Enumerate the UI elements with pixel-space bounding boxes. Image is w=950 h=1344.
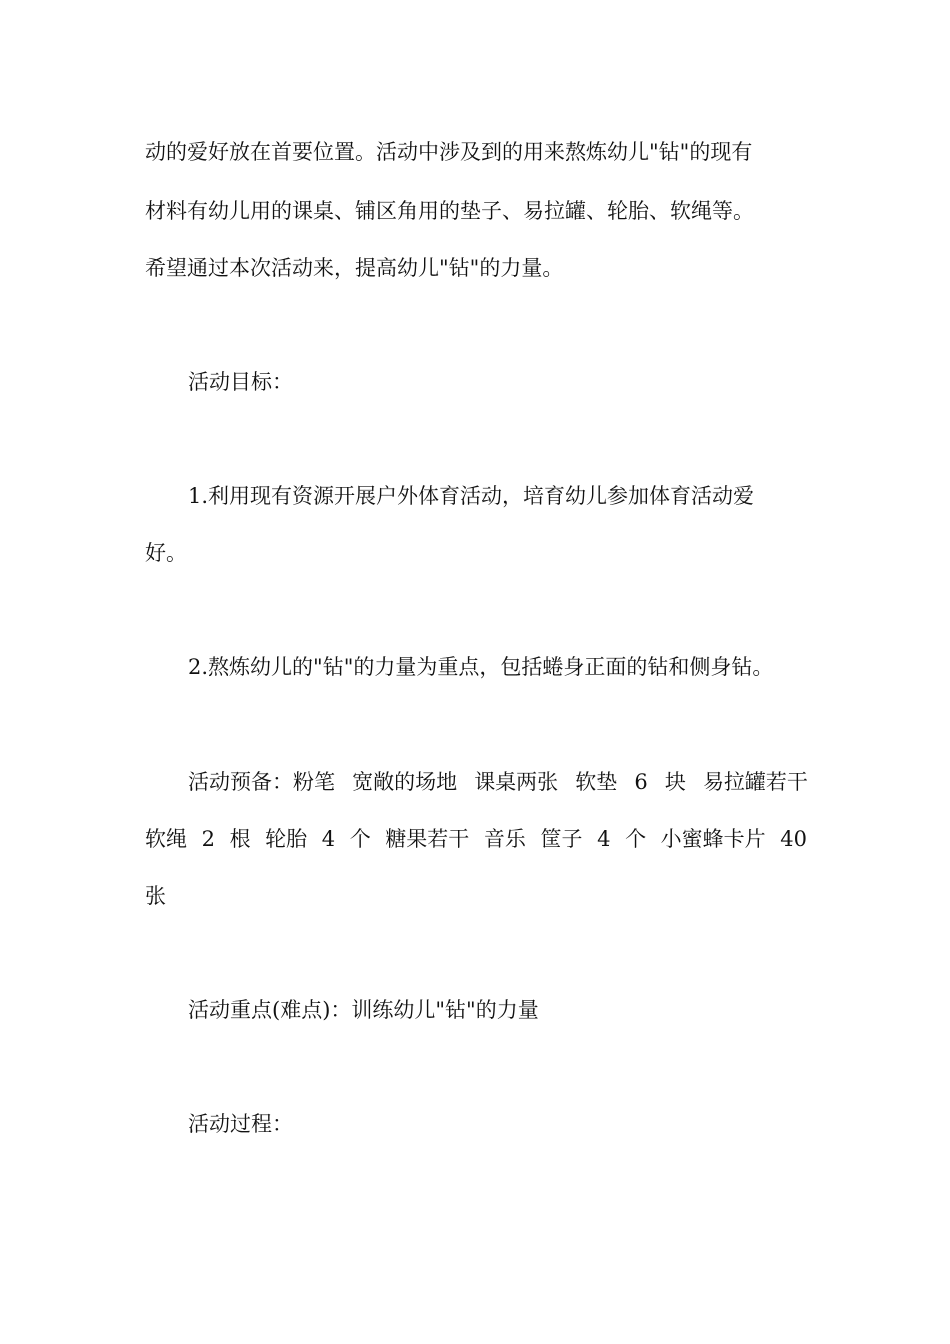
intro-line-1: 动的爱好放在首要位置。活动中涉及到的用来熬炼幼儿"钻"的现有 [145, 140, 753, 164]
prep-item: 4 [321, 827, 336, 851]
goal-1-line-1: 1.利用现有资源开展户外体育活动，培育幼儿参加体育活动爱 [188, 484, 755, 508]
goal-2: 2.熬炼幼儿的"钻"的力量为重点，包括蜷身正面的钻和侧身钻。 [188, 655, 774, 679]
prep-item: 宽敞的场地 [352, 770, 458, 794]
prep-item: 糖果若干 [385, 827, 470, 851]
prep-item: 6 [634, 770, 648, 794]
prep-item: 个 [349, 827, 371, 851]
prep-item: 易拉罐若干 [702, 770, 808, 794]
prep-item: 块 [664, 770, 686, 794]
prep-item: 音乐 [483, 827, 526, 851]
goals-heading: 活动目标： [188, 370, 293, 394]
prep-line-1 [188, 767, 808, 797]
prep-item: 轮胎 [265, 827, 308, 851]
prep-item: 4 [597, 827, 611, 851]
intro-line-2: 材料有幼儿用的课桌、铺区角用的垫子、易拉罐、轮胎、软绳等。 [145, 199, 754, 223]
prep-line-2 [145, 824, 807, 854]
prep-item: 课桌两张 [474, 770, 559, 794]
prep-item: 活动预备：粉笔 [188, 770, 335, 794]
prep-item: 个 [625, 827, 647, 851]
prep-item: 软垫 [575, 770, 618, 794]
prep-item: 根 [229, 827, 251, 851]
process-heading: 活动过程： [188, 1112, 293, 1136]
prep-item: 筐子 [540, 827, 583, 851]
prep-line-3: 张 [145, 884, 166, 908]
intro-line-3: 希望通过本次活动来，提高幼儿"钻"的力量。 [145, 256, 564, 280]
prep-item: 软绳 [145, 827, 187, 851]
prep-item: 2 [201, 827, 215, 851]
goal-1-line-2: 好。 [145, 541, 187, 565]
prep-item: 小蜜蜂卡片 [660, 827, 766, 851]
prep-item: 40 [780, 827, 807, 851]
focus-line: 活动重点(难点)：训练幼儿"钻"的力量 [188, 998, 539, 1022]
